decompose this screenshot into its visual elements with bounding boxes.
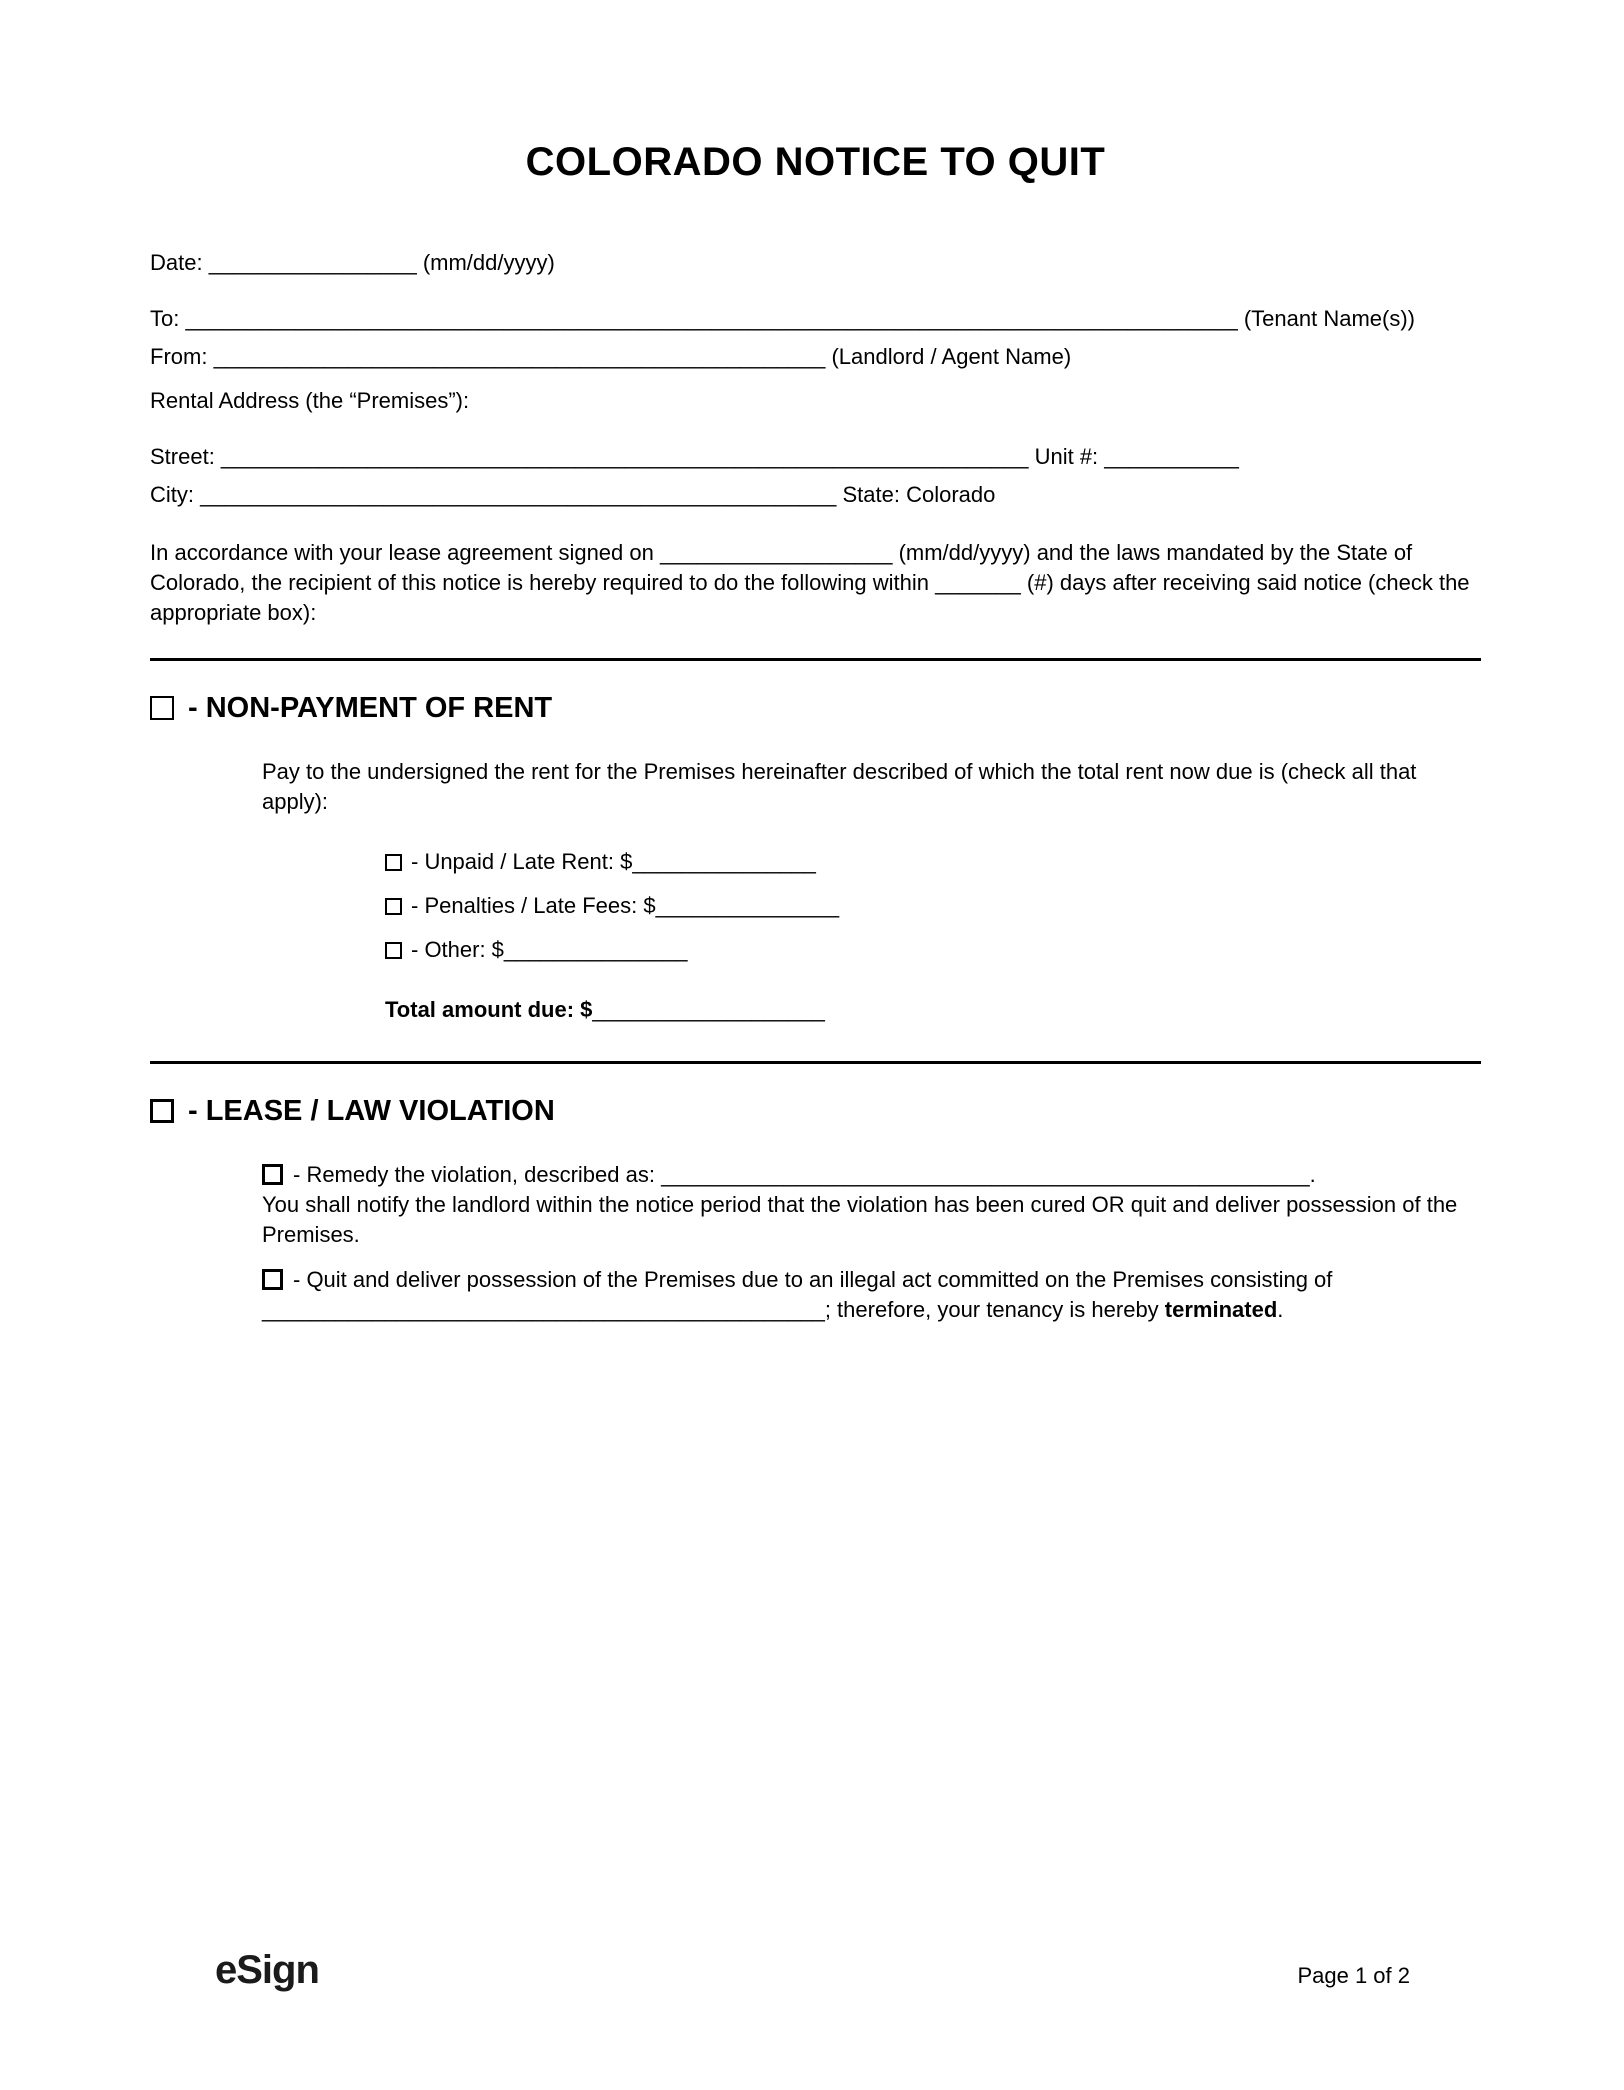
penalties-blank: _______________: [655, 893, 840, 918]
nonpayment-items: [385, 847, 1481, 965]
from-row: [150, 342, 1481, 372]
rental-address-heading: [150, 386, 1481, 416]
remedy-body: You shall notify the landlord within the notice period that the violation has been cured OR quit and deliver possession of the Premises.: [262, 1192, 1458, 1247]
violation-heading-label: - LEASE / LAW VIOLATION: [188, 1095, 555, 1127]
penalties-checkbox[interactable]: [385, 898, 402, 915]
street-blank: __________________________________________________________________: [220, 444, 1029, 469]
terminated-emphasis: terminated: [1164, 1297, 1278, 1322]
landlord-name-hint: (Landlord / Agent Name): [825, 344, 1072, 369]
unit-label: Unit #:: [1028, 444, 1105, 469]
other-blank: _______________: [503, 937, 688, 962]
page-title: COLORADO NOTICE TO QUIT: [525, 140, 1106, 184]
tenant-name-blank: ______________________________________________________________________________________: [185, 306, 1238, 331]
unpaid-rent-blank: _______________: [632, 849, 816, 874]
violation-section-checkbox[interactable]: [150, 1099, 174, 1123]
to-row: [150, 304, 1481, 334]
remedy-period: .: [1309, 1162, 1316, 1187]
remedy-blank: _____________________________________________________: [661, 1162, 1310, 1187]
unpaid-rent-checkbox[interactable]: [385, 854, 402, 871]
remedy-checkbox[interactable]: [262, 1164, 283, 1185]
quit-end: .: [1277, 1297, 1284, 1322]
page-number: Page 1 of 2: [1297, 1963, 1410, 1988]
date-label: Date:: [150, 250, 209, 275]
state-label: State: Colorado: [836, 482, 996, 507]
remedy-lead: - Remedy the violation, described as:: [293, 1162, 662, 1187]
from-label: From:: [150, 344, 214, 369]
date-blank: _________________: [208, 250, 417, 275]
footer: [215, 1950, 1410, 1990]
nonpayment-section-body: [262, 757, 1481, 1025]
penalties-label: - Penalties / Late Fees: $: [411, 893, 656, 918]
violation-section-heading: [150, 1094, 1481, 1128]
divider-violation: [150, 1061, 1481, 1064]
intro-text-1: In accordance with your lease agreement signed on: [150, 540, 660, 565]
date-format-hint: (mm/dd/yyyy): [416, 250, 555, 275]
street-row: [150, 442, 1481, 472]
signed-on-blank: ___________________: [659, 540, 893, 565]
nonpayment-section-heading: [150, 691, 1481, 725]
list-item-unpaid-rent: [385, 847, 1481, 877]
quit-item: [262, 1265, 1481, 1325]
remedy-item: [262, 1160, 1481, 1250]
rental-address-label: Rental Address (the “Premises”):: [150, 388, 470, 413]
unpaid-rent-label: - Unpaid / Late Rent: $: [411, 849, 633, 874]
other-label: - Other: $: [411, 937, 504, 962]
quit-lead: - Quit and deliver possession of the Premises due to an illegal act committed on the Premises consisting of: [293, 1267, 1333, 1292]
nonpayment-heading-label: - NON-PAYMENT OF RENT: [188, 692, 553, 724]
city-label: City:: [150, 482, 201, 507]
list-item-other: [385, 935, 1481, 965]
list-item-penalties: [385, 891, 1481, 921]
intro-paragraph: [150, 538, 1481, 628]
nonpayment-section-checkbox[interactable]: [150, 696, 174, 720]
total-amount-blank: ___________________: [592, 997, 825, 1022]
quit-mid: ; therefore, your tenancy is hereby: [824, 1297, 1165, 1322]
city-blank: ____________________________________________________: [200, 482, 837, 507]
unit-blank: ___________: [1104, 444, 1239, 469]
city-row: [150, 480, 1481, 510]
other-checkbox[interactable]: [385, 942, 402, 959]
total-amount-label: Total amount due: $: [385, 997, 593, 1022]
remedy-line: [262, 1160, 1481, 1190]
quit-blank: ______________________________________________: [262, 1297, 825, 1322]
street-label: Street:: [150, 444, 221, 469]
nonpayment-intro: Pay to the undersigned the rent for the Premises hereinafter described of which the total rent now due is (check all that apply):: [262, 759, 1417, 814]
landlord-name-blank: __________________________________________________: [213, 344, 826, 369]
days-blank: _______: [935, 570, 1021, 595]
intro-text-2: (mm/dd/yyyy) and the laws mandated by the State of Colorado, the recipient of this notice is hereby required to do the following within: [150, 540, 1413, 595]
intro-text-3: (#) days after receiving said notice (check the appropriate box):: [150, 570, 1470, 625]
violation-section-body: [262, 1160, 1481, 1325]
quit-checkbox[interactable]: [262, 1269, 283, 1290]
total-amount-line: [385, 995, 1481, 1025]
date-row: [150, 248, 1481, 278]
to-label: To:: [150, 306, 186, 331]
tenant-name-hint: (Tenant Name(s)): [1237, 306, 1415, 331]
divider-nonpayment: [150, 658, 1481, 661]
esign-logo: eSign: [215, 1948, 319, 1992]
